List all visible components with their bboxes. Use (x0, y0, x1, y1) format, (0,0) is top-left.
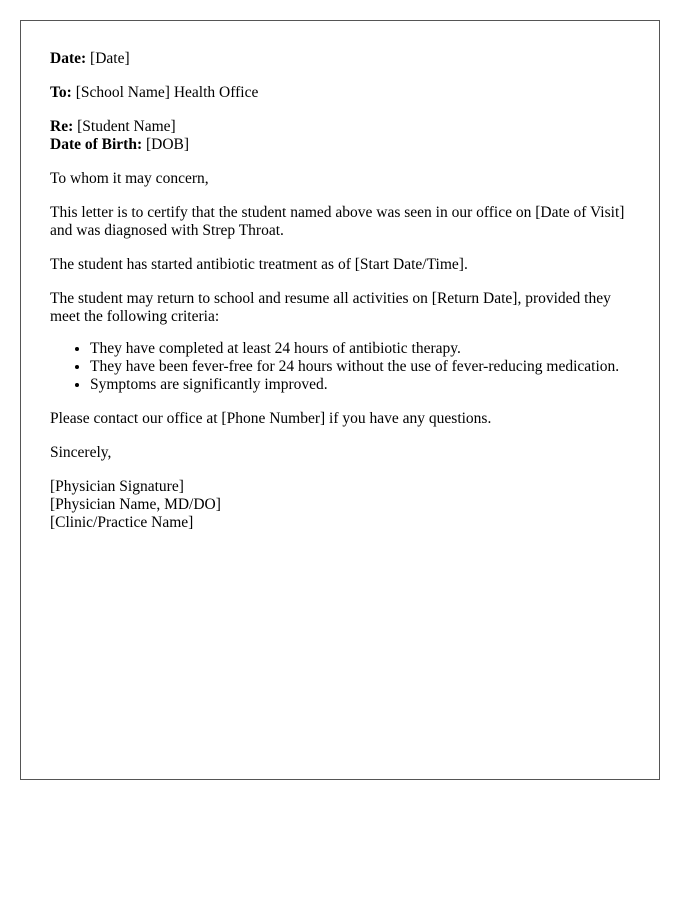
salutation: To whom it may concern, (50, 170, 209, 187)
dob-label: Date of Birth: (50, 136, 143, 153)
date-value: [Date] (90, 50, 130, 67)
valediction: Sincerely, (50, 444, 112, 461)
dob-line (50, 136, 630, 154)
clinic-name: [Clinic/Practice Name] (50, 514, 194, 531)
criteria-list (50, 340, 630, 394)
to-value: [School Name] Health Office (75, 84, 259, 101)
treatment-paragraph: The student has started antibiotic treatment as of [Start Date/Time]. (50, 256, 468, 273)
list-item: • They have been fever-free for 24 hours without the use of fever-reducing medication. (90, 358, 630, 376)
physician-name: [Physician Name, MD/DO] (50, 496, 221, 513)
recipient-line (50, 84, 630, 102)
signature-block (50, 478, 630, 532)
dob-value: [DOB] (146, 136, 190, 153)
date-line (50, 50, 630, 68)
to-label: To: (50, 84, 72, 101)
date-label: Date: (50, 50, 87, 67)
re-value: [Student Name] (77, 118, 176, 135)
list-item: • Symptoms are significantly improved. (90, 376, 630, 394)
return-paragraph: The student may return to school and resume all activities on [Return Date], provided they meet the following criteria: (50, 290, 611, 325)
subject-line (50, 118, 630, 136)
contact-paragraph: Please contact our office at [Phone Number] if you have any questions. (50, 410, 492, 427)
letter-page (20, 20, 660, 780)
list-item: • They have completed at least 24 hours of antibiotic therapy. (90, 340, 630, 358)
re-label: Re: (50, 118, 74, 135)
physician-signature: [Physician Signature] (50, 478, 184, 495)
certification-paragraph: This letter is to certify that the student named above was seen in our office on [Date of Visit] and was diagnosed with Strep Throat. (50, 204, 625, 239)
